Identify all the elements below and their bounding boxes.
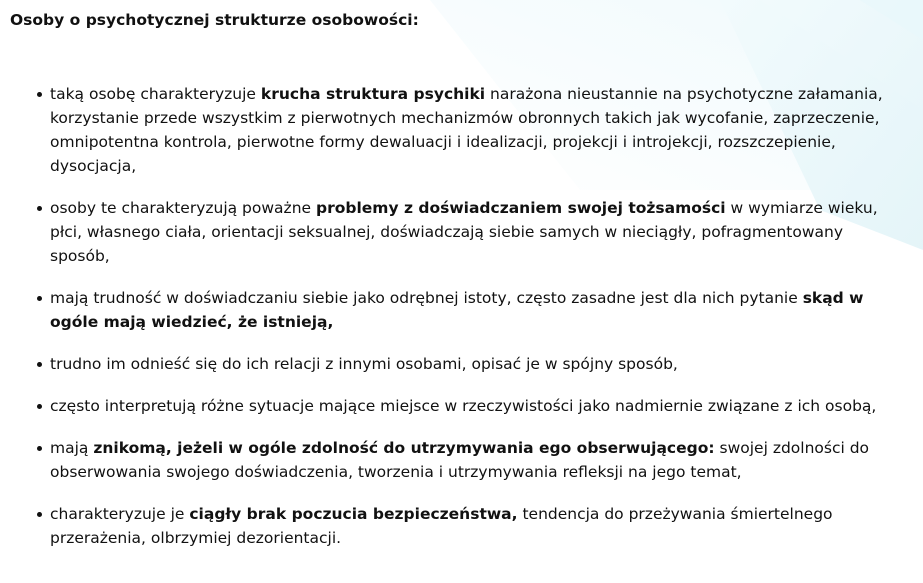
bullet-text-after: w wymiarze wieku, płci, własnego ciała, orientacji seksualnej, doświadczają siebie samych w nieciągły, pofragmentowany sposób, [50, 199, 878, 265]
bullet-text-bold: ciągły brak poczucia bezpieczeństwa, [189, 505, 518, 523]
bullet-text-after: tendencja do przeżywania śmiertelnego przerażenia, olbrzymiej dezorientacji. [50, 505, 833, 547]
bullet-text-before: mają [50, 439, 94, 457]
bullet-text-bold: problemy z doświadczaniem swojej tożsamości [315, 199, 726, 217]
bullet-list [0, 82, 900, 568]
bullet-text-before: często interpretują różne sytuacje mające miejsce w rzeczywistości jako nadmiernie związane z ich osobą, [50, 397, 877, 415]
bullet-text-before: mają trudność w doświadczaniu siebie jako odrębnej istoty, często zasadne jest dla nich pytanie [50, 289, 803, 307]
bullet-item-1 [0, 82, 900, 178]
bullet-text-bold: krucha struktura psychiki [260, 85, 486, 103]
bullet-item-2 [0, 196, 900, 268]
bullet-item-4 [0, 352, 900, 376]
bullet-item-7 [0, 502, 900, 550]
bullet-text-after: narażona nieustannie na psychotyczne załamania, korzystanie przede wszystkim z pierwotnych mechanizmów obronnych takich jak wycofanie, zaprzeczenie, omnipotentna kontrola, pierwotne formy dewaluacji i idealizacji, projekcji i introjekcji, rozszczepienie, dysocjacja, [50, 85, 883, 175]
bullet-item-5 [0, 394, 900, 418]
bullet-text-bold: znikomą, jeżeli w ogóle zdolność do utrzymywania ego obserwującego: [93, 439, 715, 457]
bullet-text-before: osoby te charakteryzują poważne [50, 199, 316, 217]
bullet-item-6 [0, 436, 900, 484]
bullet-text-bold: skąd w ogóle mają wiedzieć, że istnieją, [50, 289, 864, 331]
bullet-text-after: swojej zdolności do obserwowania swojego doświadczenia, tworzenia i utrzymywania refleksji na jego temat, [50, 439, 870, 481]
bullet-text-before: taką osobę charakteryzuje [50, 85, 261, 103]
bullet-text-before: charakteryzuje je [50, 505, 190, 523]
bullet-item-3 [0, 286, 900, 334]
bullet-text-before: trudno im odnieść się do ich relacji z innymi osobami, opisać je w spójny sposób, [50, 355, 678, 373]
document-title: Osoby o psychotycznej strukturze osobowości: [10, 11, 419, 29]
